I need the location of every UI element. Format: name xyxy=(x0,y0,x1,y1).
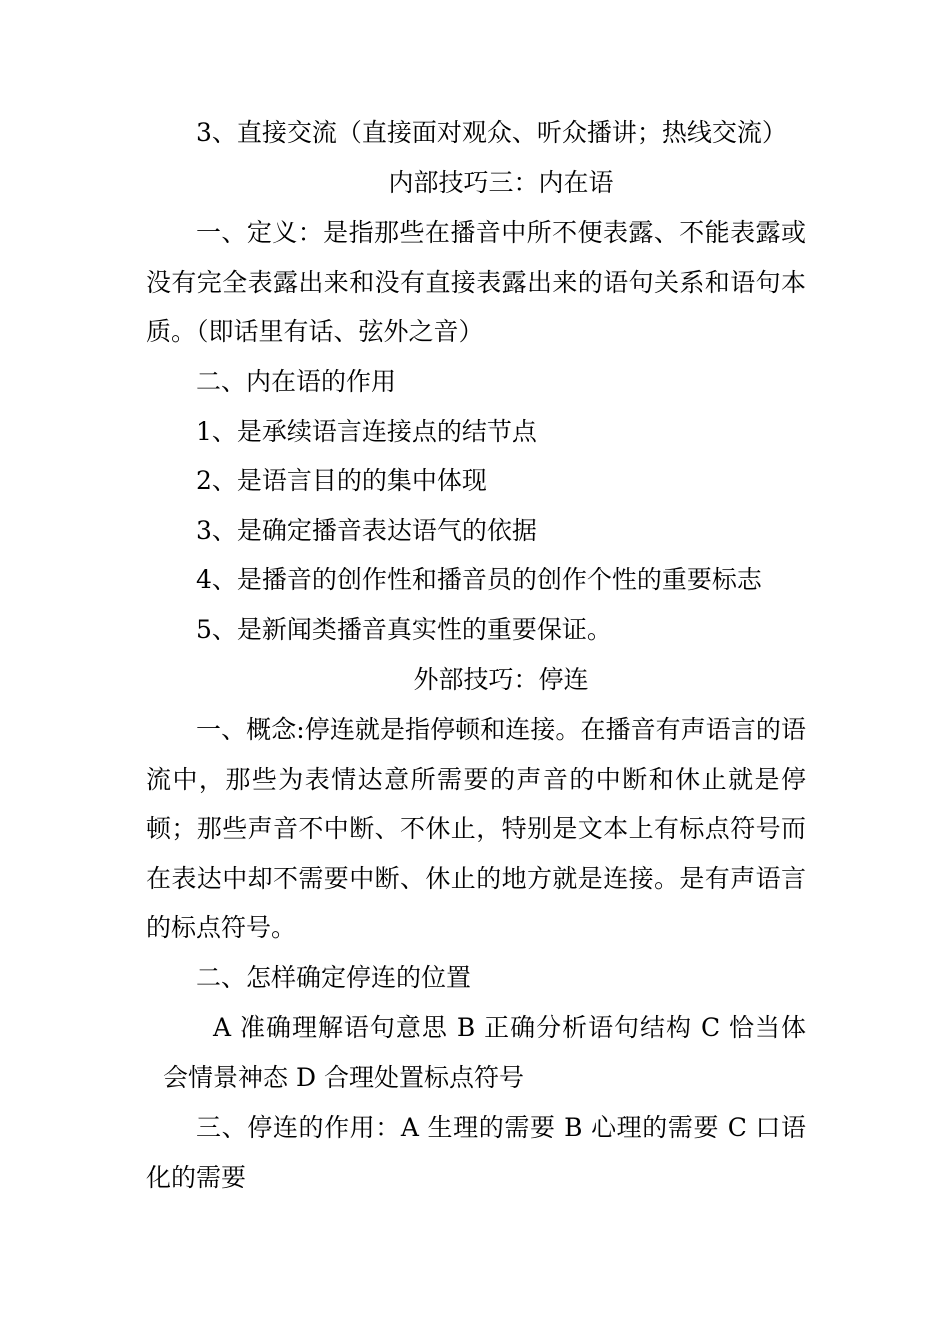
list-item-4: 4、是播音的创作性和播音员的创作个性的重要标志 xyxy=(196,565,762,594)
list-item-2: 2、是语言目的的集中体现 xyxy=(196,466,487,495)
paragraph-function-heading: 二、内在语的作用 xyxy=(196,367,397,396)
list-item-direct-communication: 3、直接交流（直接面对观众、听众播讲；热线交流） xyxy=(196,118,787,147)
paragraph-concept: 一、概念:停连就是指停顿和连接。在播音有声语言的语流中，那些为表情达意所需要的声音的中断和休止就是停顿；那些声音不中断、不休止，特别是文本上有标点符号而在表达中却不需要中断、休止的地方就是连接。是有声语言的标点符号。 xyxy=(146,715,806,943)
paragraph-definition: 一、定义：是指那些在播音中所不便表露、不能表露或没有完全表露出来和没有直接表露出来的语句关系和语句本质。（即话里有话、弦外之音） xyxy=(146,218,806,347)
section-heading-pause-link: 外部技巧：停连 xyxy=(413,665,589,694)
list-item-5: 5、是新闻类播音真实性的重要保证。 xyxy=(196,615,612,644)
list-item-1: 1、是承续语言连接点的结节点 xyxy=(196,417,537,446)
paragraph-position-items: A 准确理解语句意思 B 正确分析语句结构 C 恰当体会情景神态 D 合理处置标点符号 xyxy=(163,1013,806,1092)
section-heading-inner-language: 内部技巧三：内在语 xyxy=(388,168,614,197)
paragraph-position-heading: 二、怎样确定停连的位置 xyxy=(196,963,472,992)
paragraph-functions: 三、停连的作用：A 生理的需要 B 心理的需要 C 口语化的需要 xyxy=(146,1113,806,1192)
list-item-3: 3、是确定播音表达语气的依据 xyxy=(196,516,537,545)
